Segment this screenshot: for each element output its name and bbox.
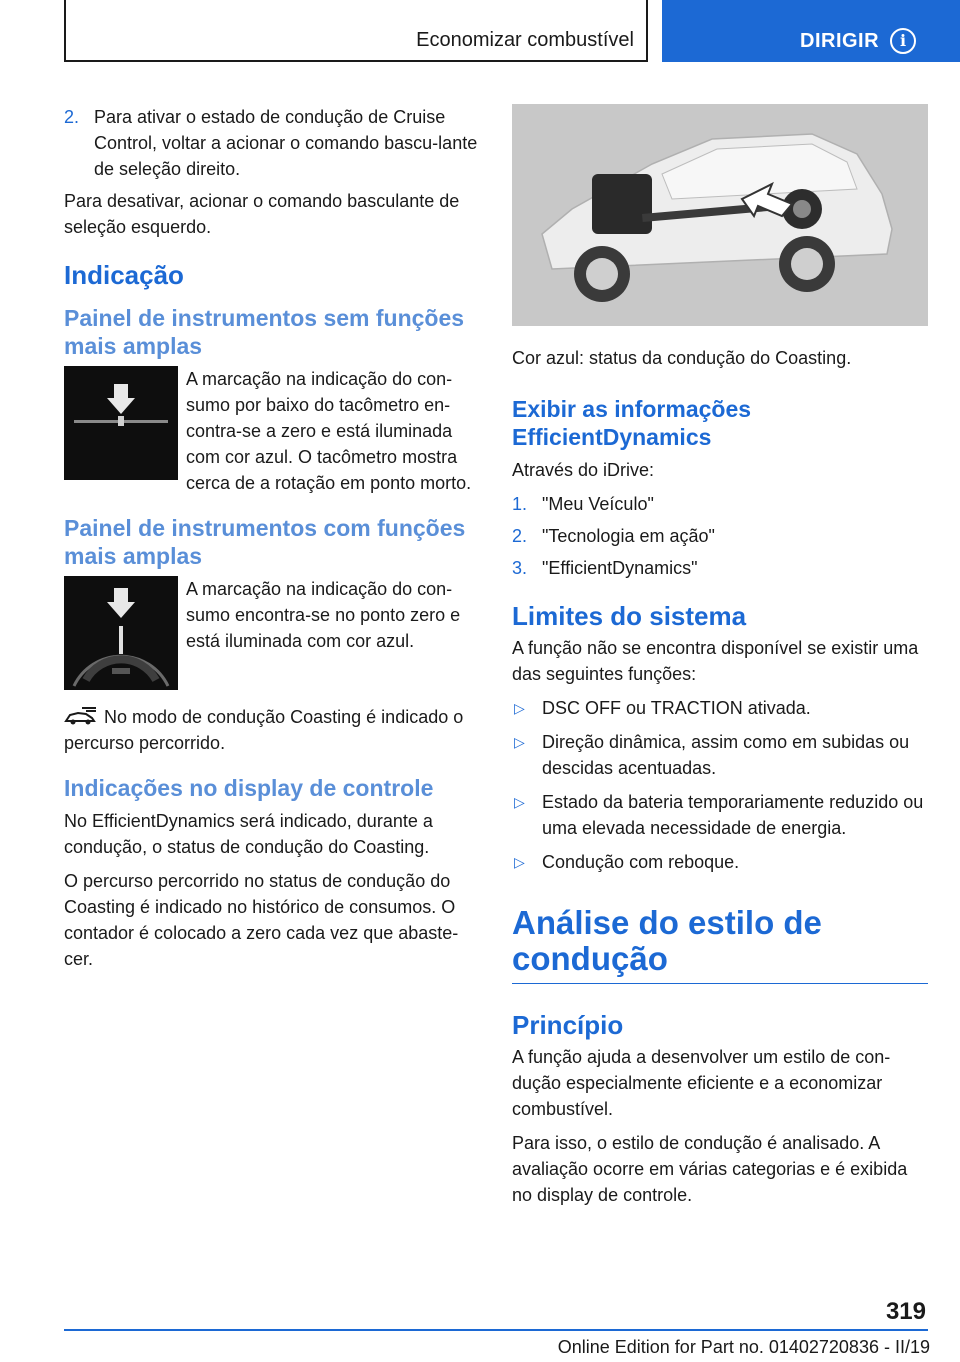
triangle-bullet-icon: ▷: [514, 794, 525, 810]
menu-step: [512, 523, 928, 549]
coasting-car-icon: [64, 706, 98, 726]
panel-extended-text: A marcação na indicação do con-sumo encontra-se no ponto zero e está iluminada com cor azul.: [186, 579, 461, 651]
menu-step-text: "Tecnologia em ação": [542, 526, 715, 546]
limit-text: Condução com reboque.: [542, 852, 740, 872]
limits-intro: A função não se encontra disponível se existir uma das seguintes funções:: [512, 638, 919, 684]
menu-steps-list: [512, 491, 928, 581]
step-item: [64, 104, 480, 182]
menu-step-number: 1.: [512, 494, 528, 514]
coasting-text: No modo de condução Coasting é indicado o percurso percorrido.: [64, 707, 464, 753]
panel-extended-block: [64, 576, 480, 692]
left-column: [64, 104, 480, 980]
consumption-gauge-basic-image: [64, 366, 178, 480]
chapter-heading-analysis: Análise do estilo de condução: [512, 905, 928, 984]
heading-show-info: Exibir as informações EfficientDynamics: [512, 396, 752, 450]
triangle-bullet-icon: ▷: [514, 700, 525, 716]
triangle-bullet-icon: ▷: [514, 734, 525, 750]
menu-step-number: 2.: [512, 526, 528, 546]
step-number: 2.: [64, 107, 80, 127]
limit-item: [512, 789, 928, 841]
limit-item: [512, 849, 928, 875]
triangle-bullet-icon: ▷: [514, 854, 525, 870]
coasting-car-illustration: [512, 104, 928, 326]
consumption-gauge-extended-image: [64, 576, 178, 690]
image-caption: Cor azul: status da condução do Coasting.: [512, 348, 852, 368]
menu-step: [512, 555, 928, 581]
principle-text-2: Para isso, o estilo de condução é analisado. A avaliação ocorre em várias categorias e é exibida no display de controle.: [512, 1133, 908, 1205]
chapter-tab[interactable]: [662, 0, 960, 62]
menu-step: [512, 491, 928, 517]
limit-item: [512, 695, 928, 721]
limit-text: Estado da bateria temporariamente reduzido ou uma elevada necessidade de energia.: [542, 792, 924, 838]
edition-note: Online Edition for Part no. 01402720836 - II/19: [557, 1337, 930, 1357]
heading-indicacao: Indicação: [64, 260, 184, 290]
principle-text-1: A função ajuda a desenvolver um estilo de con-dução especialmente eficiente e a economizar combustível.: [512, 1047, 891, 1119]
chapter-label: DIRIGIR: [800, 30, 880, 52]
page-number: 319: [885, 1298, 926, 1325]
heading-control-display: Indicações no display de controle: [64, 775, 434, 801]
heading-system-limits: Limites do sistema: [512, 601, 747, 631]
limit-item: [512, 729, 928, 781]
right-column: [512, 104, 928, 1216]
panel-basic-block: [64, 366, 480, 496]
limit-text: DSC OFF ou TRACTION ativada.: [542, 698, 811, 718]
deactivate-text: Para desativar, acionar o comando basculante de seleção esquerdo.: [64, 191, 460, 237]
menu-step-number: 3.: [512, 558, 528, 578]
coasting-paragraph: [64, 704, 480, 756]
heading-panel-basic: Painel de instrumentos sem funções mais amplas: [64, 305, 465, 359]
section-title: Economizar combustível: [416, 29, 634, 51]
panel-basic-text: A marcação na indicação do con-sumo por baixo do tacômetro en-contra-se a zero e está iluminada com cor azul. O tacômetro mostra cerca de a rotação em ponto morto.: [186, 369, 472, 493]
running-header: [64, 0, 648, 62]
menu-step-text: "Meu Veículo": [542, 494, 654, 514]
menu-step-text: "EfficientDynamics": [542, 558, 698, 578]
via-idrive-text: Através do iDrive:: [512, 460, 655, 480]
limits-list: [512, 695, 928, 875]
display-text-2: O percurso percorrido no status de condução do Coasting é indicado no histórico de consumos. O contador é colocado a zero cada vez que abaste-cer.: [64, 871, 459, 969]
footer-divider: [64, 1329, 928, 1331]
limit-text: Direção dinâmica, assim como em subidas ou descidas acentuadas.: [542, 732, 910, 778]
heading-principle: Princípio: [512, 1010, 624, 1040]
step-text: Para ativar o estado de condução de Cruise Control, voltar a acionar o comando bascu-lante de seleção direito.: [94, 107, 478, 179]
heading-panel-extended: Painel de instrumentos com funções mais amplas: [64, 515, 466, 569]
info-icon[interactable]: i: [890, 28, 916, 54]
display-text-1: No EfficientDynamics será indicado, durante a condução, o status de condução do Coasting.: [64, 811, 433, 857]
